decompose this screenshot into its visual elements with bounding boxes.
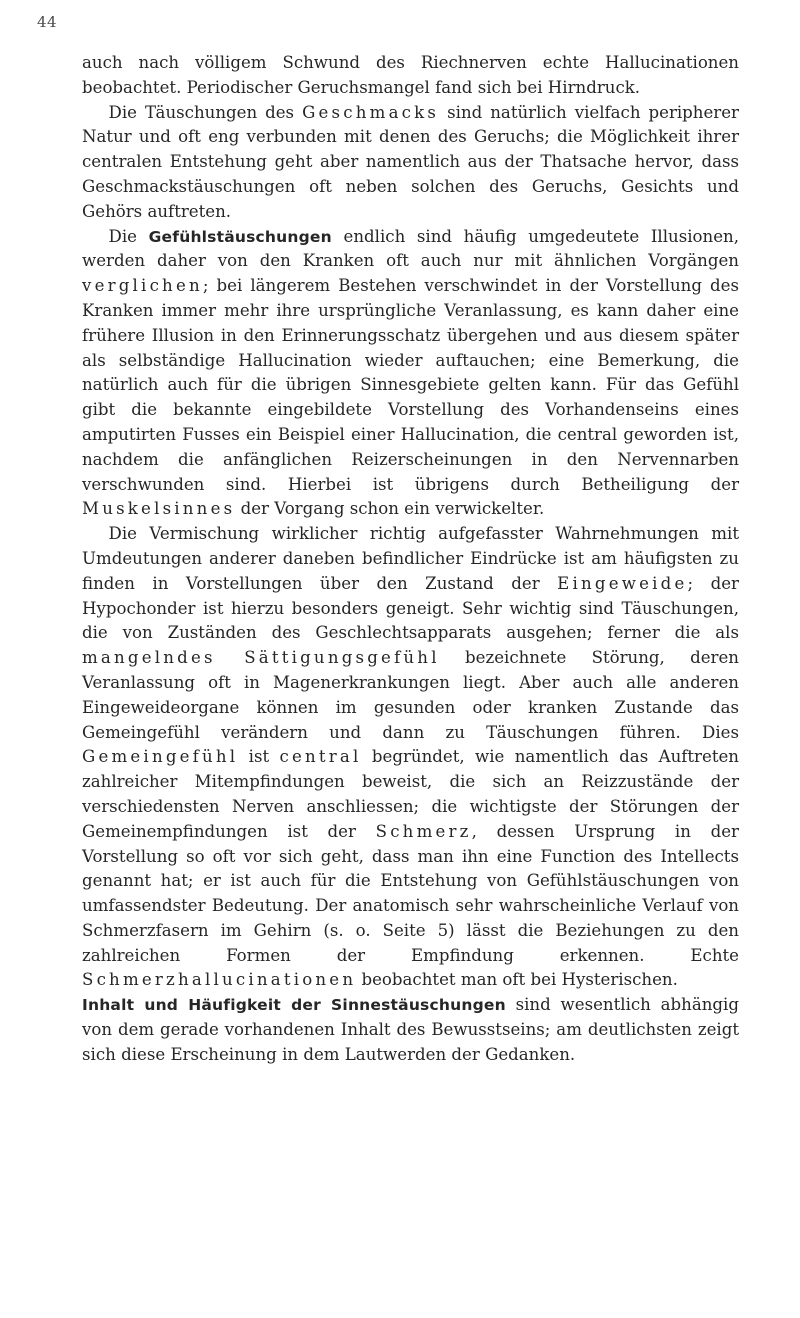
text-run: endlich sind häufig umgedeutete Illusionen, werden daher von den Kranken oft auch nur mit ähnlichen Vorgängen — [82, 226, 739, 271]
text-run: ist — [238, 747, 280, 767]
text-run: bezeichnete Störung, deren Veranlassung oft in Magenerkrankungen liegt. Aber auch alle anderen Eingeweideorgane können im gesunden oder kranken Zustande das Gemeingefühl verändern und dann zu Täuschungen führen. Dies — [82, 648, 739, 742]
emphasis-spaced: verglichen — [82, 276, 203, 296]
text-run: Die Vermischung wirklicher richtig aufgefasster Wahrnehmungen mit Umdeutungen anderer daneben befindlicher Eindrücke ist am häufigsten zu finden in Vorstellungen über den Zustand der — [82, 524, 739, 593]
emphasis-spaced: Muskelsinnes — [82, 499, 236, 519]
page-number: 44 — [37, 13, 58, 31]
text-run: sind natürlich vielfach peripherer Natur und oft eng verbunden mit denen des Geruchs; die Möglichkeit ihrer centralen Entstehung geht aber namentlich aus der Thatsache hervor, dass Geschmackstäuschungen oft neben solchen des Geruchs, Gesichts und Gehörs auftreten. — [82, 102, 739, 221]
text-run: Die — [108, 226, 149, 246]
text-run: begründet, wie namentlich das Auftreten zahlreicher Mitempfindungen beweist, die sich an Reizzustände der verschiedensten Nerven anschliessen; die wichtigste der Störungen der Gemeinempfindungen ist der — [82, 747, 739, 841]
emphasis-spaced: Geschmacks — [302, 102, 440, 122]
emphasis-spaced: mangelndes Sättigungsgefühl — [82, 648, 440, 668]
body-text — [82, 51, 739, 1068]
text-run: , dessen Ursprung in der Vorstellung so oft vor sich geht, dass man ihn eine Function des Intellects genannt hat; er ist auch für die Entstehung von Gefühlstäuschungen von umfassendster Bedeutung. Der anatomisch sehr wahrscheinliche Verlauf von Schmerzfasern im Gehirn (s. o. Seite 5) lässt die Beziehungen zu den zahlreichen Formen der Empfindung erkennen. Echte — [82, 821, 739, 965]
emphasis-spaced: Schmerz — [375, 821, 472, 841]
paragraph-content-frequency — [82, 993, 739, 1067]
text-run: Die Täuschungen des — [108, 102, 303, 122]
keyword-heading: Gefühlstäuschungen — [148, 227, 332, 246]
text-run: ; bei längerem Bestehen verschwindet in der Vorstellung des Kranken immer mehr ihre ursprüngliche Veranlassung, es kann daher eine frühere Illusion in den Erinnerungsschatz übergehen und aus diesem später als selbständige Hallucination wieder auftauchen; eine Bemerkung, die natürlich auch für die übrigen Sinnesgebiete gelten kann. Für das Gefühl gibt die bekannte eingebildete Vorstellung des Vorhandenseins eines amputirten Fusses ein Beispiel einer Hallucination, die central geworden ist, nachdem die anfänglichen Reizerscheinungen in den Nervennarben verschwunden sind. Hierbei ist übrigens durch Betheiligung der — [82, 276, 739, 494]
emphasis-spaced: Gemeingefühl — [82, 747, 239, 767]
keyword-heading: Inhalt und Häufigkeit der Sinnestäuschungen — [82, 996, 506, 1015]
text-run: beobachtet man oft bei Hysterischen. — [356, 970, 678, 990]
paragraph-feeling — [82, 225, 739, 523]
text-run: ; der Hypochonder ist hierzu besonders geneigt. Sehr wichtig sind Täuschungen, die von Zuständen des Geschlechtsapparats ausgehen; ferner die als — [82, 573, 739, 643]
emphasis-spaced: Schmerzhallucinationen — [82, 970, 357, 990]
text-run: sind wesentlich abhängig von dem gerade vorhandenen Inhalt des Bewusstseins; am deutlichsten zeigt sich diese Erscheinung in dem Lautwerden der Gedanken. — [82, 995, 739, 1064]
text-run: der Vorgang schon ein verwickelter. — [235, 499, 545, 519]
paragraph-viscera — [82, 522, 739, 993]
paragraph-taste — [82, 101, 739, 225]
emphasis-spaced: central — [279, 747, 362, 767]
text-run: auch nach völligem Schwund des Riechnerven echte Hallucinationen beobachtet. Periodischer Geruchsmangel fand sich bei Hirndruck. — [82, 53, 739, 97]
emphasis-spaced: Eingeweide — [557, 573, 688, 593]
paragraph-smell-continuation — [82, 51, 739, 101]
